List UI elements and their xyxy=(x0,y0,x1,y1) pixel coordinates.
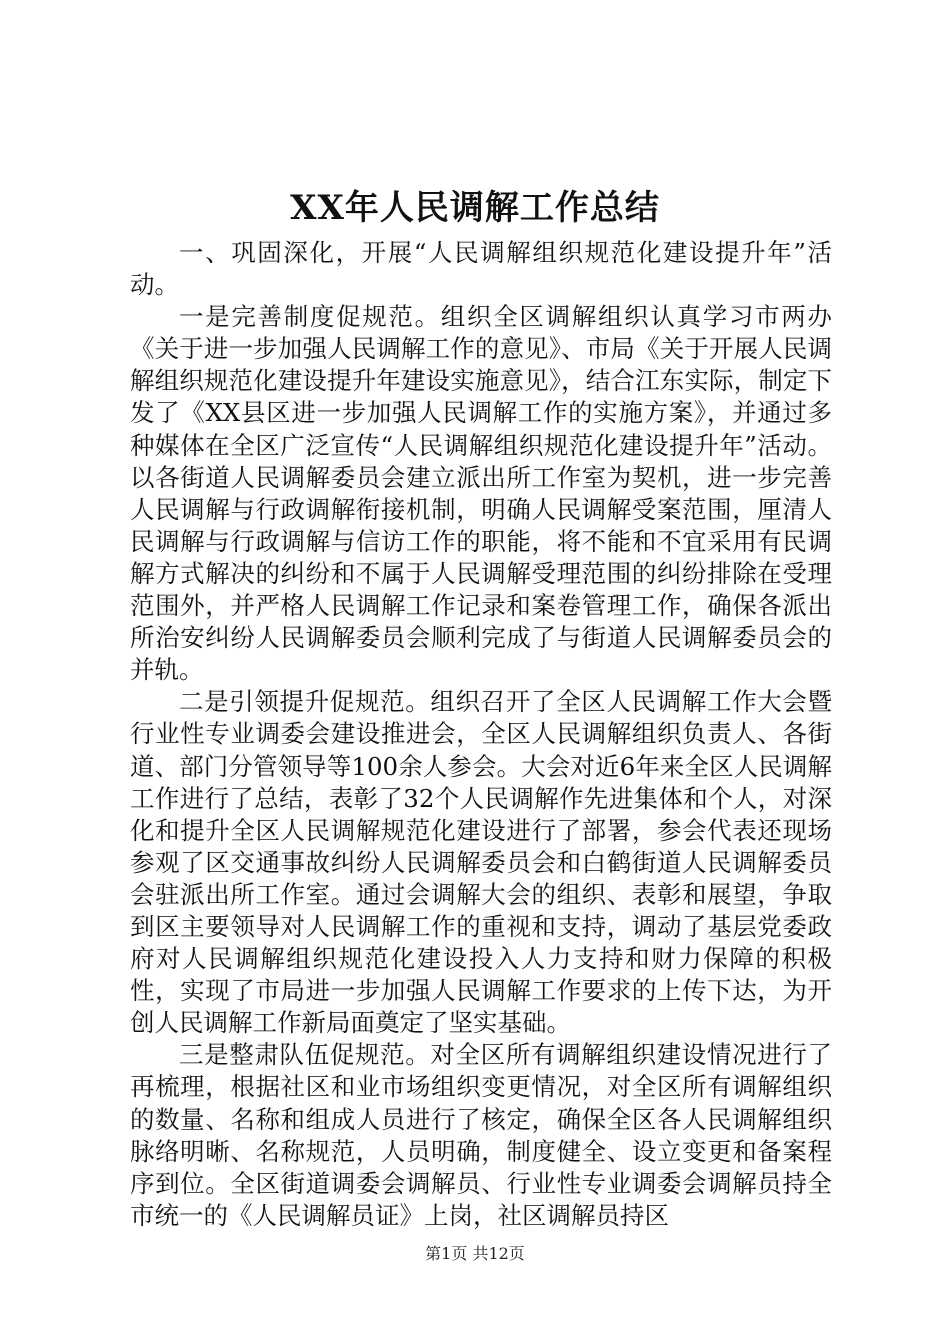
paragraph: 三是整肃队伍促规范。对全区所有调解组织建设情况进行了再梳理，根据社区和业市场组织变更情况，对全区所有调解组织的数量、名称和组成人员进行了核定，确保全区各人民调解组织脉络明晰、名称规范，人员明确，制度健全、设立变更和备案程序到位。全区街道调委会调解员、行业性专业调委会调解员持全市统一的《人民调解员证》上岗，社区调解员持区 xyxy=(130,1040,832,1230)
paragraph-heading: 一、巩固深化，开展“人民调解组织规范化建设提升年”活动。 xyxy=(130,238,832,300)
paragraph: 二是引领提升促规范。组织召开了全区人民调解工作大会暨行业性专业调委会建设推进会，全区人民调解组织负责人、各街道、部门分管领导等100余人参会。大会对近6年来全区人民调解工作进行了总结，表彰了32个人民调解作先进集体和个人，对深化和提升全区人民调解规范化建设进行了部署，参会代表还现场参观了区交通事故纠纷人民调解委员会和白鹤街道人民调解委员会驻派出所工作室。通过会调解大会的组织、表彰和展望，争取到区主要领导对人民调解工作的重视和支持，调动了基层党委政府对人民调解组织规范化建设投入人力支持和财力保障的积极性，实现了市局进一步加强人民调解工作要求的上传下达，为开创人民调解工作新局面奠定了坚实基础。 xyxy=(130,687,832,1038)
page-number: 第1页 共12页 xyxy=(425,1244,525,1263)
document-body xyxy=(130,237,832,1232)
page-footer xyxy=(0,1244,950,1264)
document-title: XX年人民调解工作总结 xyxy=(290,188,660,228)
paragraph: 一是完善制度促规范。组织全区调解组织认真学习市两办《关于进一步加强人民调解工作的意见》、市局《关于开展人民调解组织规范化建设提升年建设实施意见》，结合江东实际，制定下发了《XX县区进一步加强人民调解工作的实施方案》，并通过多种媒体在全区广泛宣传“人民调解组织规范化建设提升年”活动。以各街道人民调解委员会建立派出所工作室为契机，进一步完善人民调解与行政调解衔接机制，明确人民调解受案范围，厘清人民调解与行政调解与信访工作的职能，将不能和不宜采用有民调解方式解决的纠纷和不属于人民调解受理范围的纠纷排除在受理范围外，并严格人民调解工作记录和案卷管理工作，确保各派出所治安纠纷人民调解委员会顺利完成了与街道人民调解委员会的并轨。 xyxy=(130,302,832,685)
